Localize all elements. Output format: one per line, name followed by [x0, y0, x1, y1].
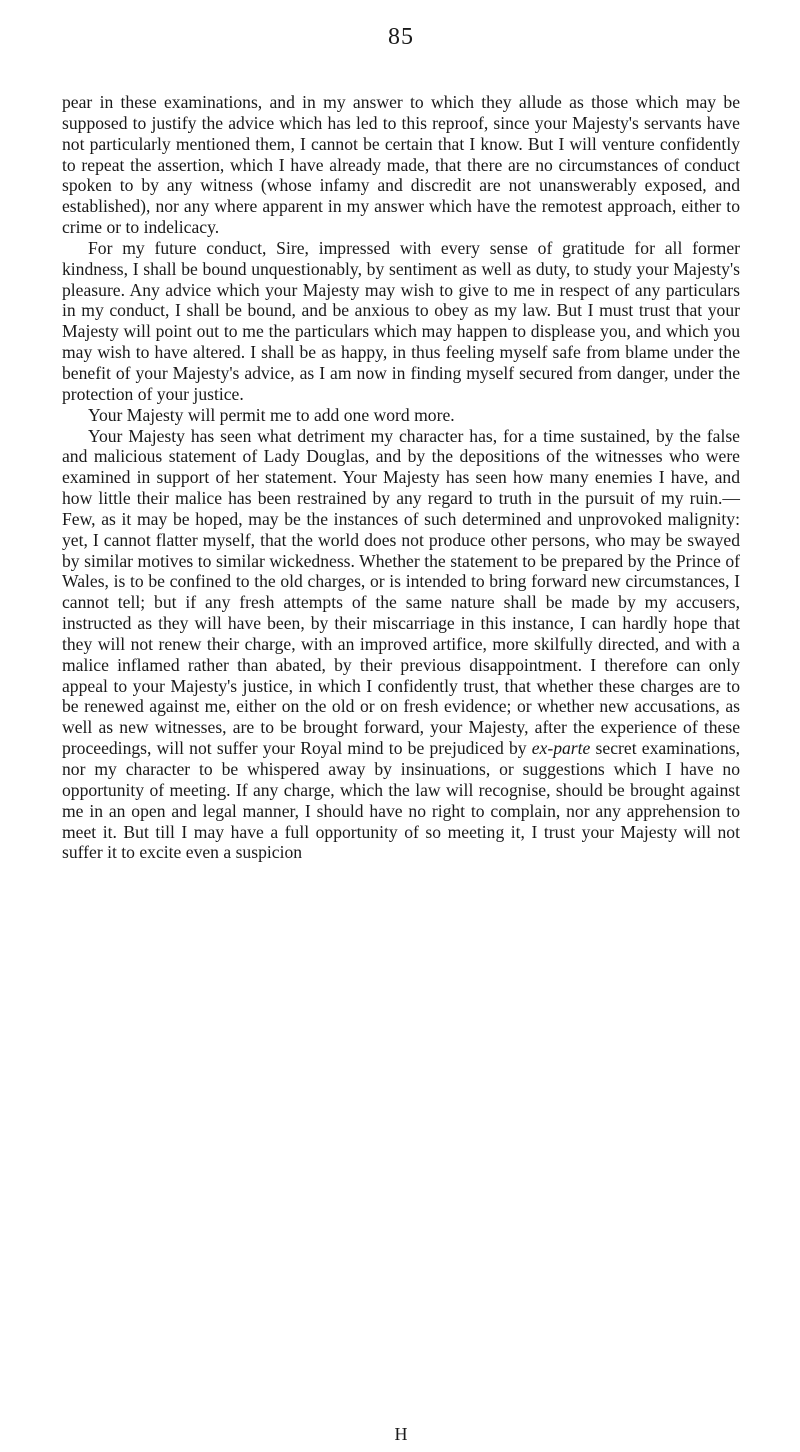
italic-term: ex-parte — [531, 738, 591, 759]
book-page — [62, 0, 740, 1452]
signature-mark: H — [394, 1424, 408, 1444]
paragraph: Your Majesty will permit me to add one word more. — [88, 404, 455, 425]
paragraph: Your Majesty has seen what detriment my character has, for a time sustained, by the false and malicious statement of Lady Douglas, and by the depositions of the witnesses who were examined in support of her statement. Your Majesty has seen how many enemies I have, and how little their malice has been restrained by any regard to truth in the pursuit of my ruin.— Few, as it may be hoped, may be the instances of such determined and unprovoked malignity: yet, I cannot flatter myself, that the world does not produce other persons, who may be swayed by similar motives to similar wickedness. Whether the statement to be prepared by the Prince of Wales, is to be confined to the old charges, or is intended to bring forward new circumstances, I cannot tell; but if any fresh attempts of the same nature shall be made by my accusers, instructed as they will have been, by their miscarriage in this instance, I can hardly hope that they will not renew their charge, with an improved artifice, more skilfully directed, and with a malice inflamed rather than abated, by their previous disappointment. I therefore can only appeal to your Majesty's justice, in which I confidently trust, that whether these charges are to be renewed against me, either on the old or on fresh evidence; or whether new accusations, as well as new witnesses, are to be brought forward, your Majesty, after the experience of these proceedings, will not suffer your Royal mind to be prejudiced by ex-parte secret examinations, nor my character to be whispered away by insinuations, or suggestions which I have no opportunity of meeting. If any charge, which the law will recognise, should be brought against me in an open and legal manner, I should have no right to complain, nor any apprehension to meet it. But till I may have a full opportunity of so meeting it, I trust your Majesty will not suffer it to excite even a suspicion — [62, 425, 740, 863]
paragraph: pear in these examinations, and in my answer to which they allude as those which may be supposed to justify the advice which has led to this reproof, since your Majesty's servants have not particularly mentioned them, I cannot be certain that I know. But I will venture confidently to repeat the assertion, which I have already made, that there are no circumstances of conduct spoken to by any witness (whose infamy and discredit are not unanswerably exposed, and established), nor any where apparent in my answer which have the remotest approach, either to crime or to indelicacy. — [62, 92, 740, 238]
page-number: 85 — [388, 24, 414, 50]
body-text — [62, 92, 740, 863]
paragraph: For my future conduct, Sire, impressed with every sense of gratitude for all former kindness, I shall be bound unquestionably, by sentiment as well as duty, to study your Majesty's pleasure. Any advice which your Majesty may wish to give to me in respect of any particulars in my conduct, I shall be bound, and be anxious to obey as my law. But I must trust that your Majesty will point out to me the particulars which may happen to displease you, and which you may wish to have altered. I shall be as happy, in thus feeling myself safe from blame under the benefit of your Majesty's advice, as I am now in finding myself secured from danger, under the protection of your justice. — [62, 237, 740, 404]
